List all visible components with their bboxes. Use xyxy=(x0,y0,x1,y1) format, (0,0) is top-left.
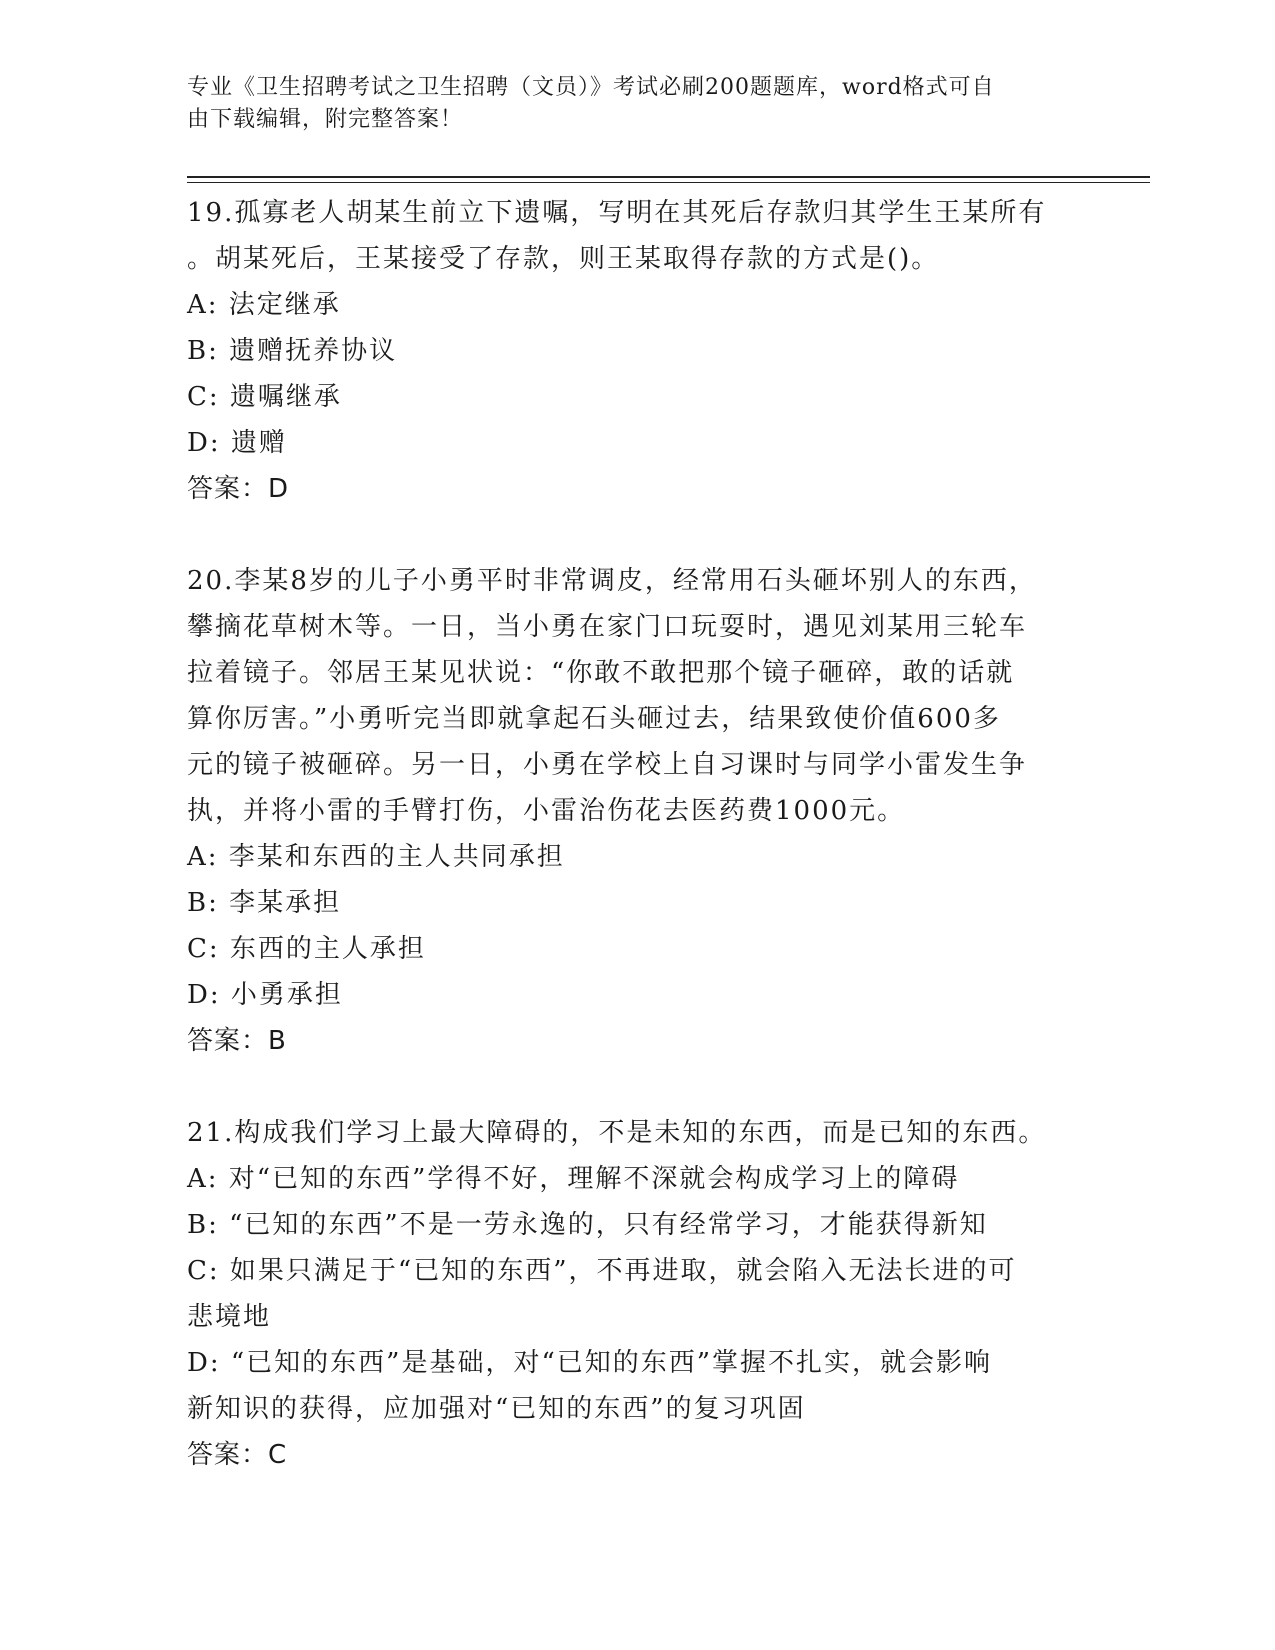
question-19 xyxy=(187,190,1087,512)
question-stem-line: 19.孤寡老人胡某生前立下遗嘱，写明在其死后存款归其学生王某所有 xyxy=(187,198,1047,228)
question-spacer xyxy=(187,512,1087,558)
answer-label: 答案：B xyxy=(187,1026,287,1056)
question-stem-line: 20.李某8岁的儿子小勇平时非常调皮，经常用石头砸坏别人的东西， xyxy=(187,566,1037,596)
option-c: C: 东西的主人承担 xyxy=(187,934,426,964)
answer-label: 答案：D xyxy=(187,474,290,504)
question-stem-line: 执，并将小雷的手臂打伤，小雷治伤花去医药费1000元。 xyxy=(187,796,906,826)
question-stem-line: 攀摘花草树木等。一日，当小勇在家门口玩耍时，遇见刘某用三轮车 xyxy=(187,612,1028,642)
question-spacer xyxy=(187,1064,1087,1110)
option-c-continued: 悲境地 xyxy=(187,1302,272,1332)
header-line-2: 由下载编辑，附完整答案！ xyxy=(187,107,464,132)
option-b: B: 遗赠抚养协议 xyxy=(187,336,398,366)
question-20 xyxy=(187,558,1087,1064)
option-c: C: 如果只满足于“已知的东西”，不再进取，就会陷入无法长进的可 xyxy=(187,1256,1017,1286)
option-a: A: 法定继承 xyxy=(187,290,341,320)
option-d: D: 小勇承担 xyxy=(187,980,343,1010)
header-divider-thick xyxy=(187,176,1150,178)
question-stem-line: 。胡某死后，王某接受了存款，则王某取得存款的方式是()。 xyxy=(187,244,940,274)
option-a: A: 对“已知的东西”学得不好，理解不深就会构成学习上的障碍 xyxy=(187,1164,960,1194)
question-stem-line: 元的镜子被砸碎。另一日，小勇在学校上自习课时与同学小雷发生争 xyxy=(187,750,1028,780)
question-21 xyxy=(187,1110,1087,1478)
document-header xyxy=(187,72,1067,136)
question-stem-line: 拉着镜子。邻居王某见状说：“你敢不敢把那个镜子砸碎，敢的话就 xyxy=(187,658,1015,688)
question-stem-line: 21.构成我们学习上最大障碍的，不是未知的东西，而是已知的东西。 xyxy=(187,1118,1047,1148)
option-c: C: 遗嘱继承 xyxy=(187,382,342,412)
option-d: D: 遗赠 xyxy=(187,428,287,458)
option-b: B: “已知的东西”不是一劳永逸的，只有经常学习，才能获得新知 xyxy=(187,1210,988,1240)
answer-label: 答案：C xyxy=(187,1440,288,1470)
question-list xyxy=(187,190,1087,1478)
header-line-1: 专业《卫生招聘考试之卫生招聘（文员）》考试必刷200题题库，word格式可自 xyxy=(187,75,995,100)
question-stem-line: 算你厉害。”小勇听完当即就拿起石头砸过去，结果致使价值600多 xyxy=(187,704,1001,734)
option-a: A: 李某和东西的主人共同承担 xyxy=(187,842,565,872)
option-b: B: 李某承担 xyxy=(187,888,342,918)
option-d-continued: 新知识的获得，应加强对“已知的东西”的复习巩固 xyxy=(187,1394,806,1424)
header-divider-thin xyxy=(187,182,1150,183)
option-d: D: “已知的东西”是基础，对“已知的东西”掌握不扎实，就会影响 xyxy=(187,1348,993,1378)
